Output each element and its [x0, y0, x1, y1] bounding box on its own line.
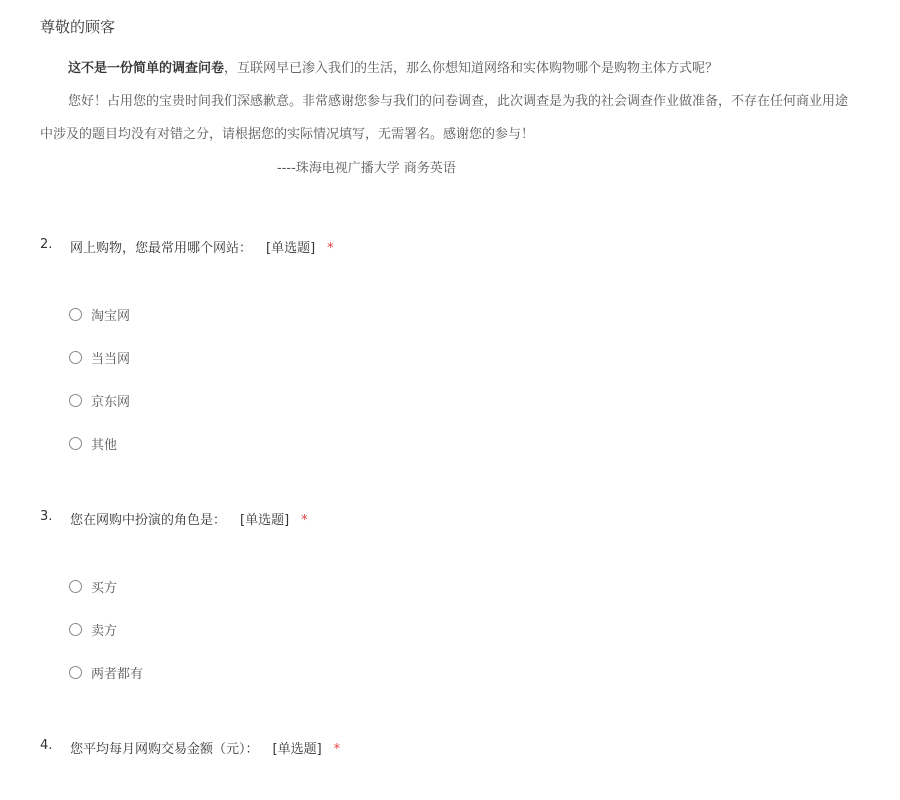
question-label: 网上购物，您最常用哪个网站：: [70, 241, 253, 256]
option-label: 京东网: [91, 394, 131, 410]
radio-button[interactable]: [69, 351, 82, 364]
option-both[interactable]: [69, 663, 143, 681]
question-label: 您在网购中扮演的角色是：: [70, 513, 227, 528]
question-number: 4.: [40, 738, 53, 753]
option-label: 淘宝网: [91, 308, 131, 324]
question-type: [单选题]: [272, 742, 322, 757]
question-label: 您平均每月网购交易金额（元）：: [70, 742, 259, 757]
option-other[interactable]: [69, 434, 117, 452]
option-seller[interactable]: [69, 620, 117, 638]
radio-button[interactable]: [69, 623, 82, 636]
option-label: 卖方: [91, 623, 118, 639]
option-dangdang[interactable]: [69, 348, 130, 366]
question-text: [70, 509, 308, 528]
intro-line-1-rest: ，互联网早已渗入我们的生活，那么你想知道网络和实体购物哪个是购物主体方式呢？: [224, 61, 719, 76]
question-number: 2.: [40, 237, 53, 252]
option-label: 两者都有: [91, 666, 144, 682]
option-buyer[interactable]: [69, 577, 117, 595]
radio-button[interactable]: [69, 394, 82, 407]
intro-line-1: [68, 57, 718, 76]
question-type: [单选题]: [266, 241, 316, 256]
radio-button[interactable]: [69, 580, 82, 593]
intro-line-2: 您好！占用您的宝贵时间我们深感歉意。非常感谢您参与我们的问卷调查，此次调查是为我的社会调查作业做准备，不存在任何商业用途: [68, 94, 849, 109]
required-mark: *: [333, 742, 341, 757]
required-mark: *: [301, 513, 308, 528]
required-mark: *: [327, 241, 334, 256]
intro-bold-text: 这不是一份简单的调查问卷: [68, 61, 225, 76]
option-label: 当当网: [91, 351, 131, 367]
question-type: [单选题]: [240, 513, 290, 528]
question-text: [70, 738, 340, 757]
radio-button[interactable]: [69, 308, 82, 321]
option-jingdong[interactable]: [69, 391, 130, 409]
greeting: 尊敬的顾客: [40, 18, 116, 36]
radio-button[interactable]: [69, 666, 82, 679]
option-label: 其他: [91, 437, 118, 453]
intro-line-3: 中涉及的题目均没有对错之分，请根据您的实际情况填写，无需署名。感谢您的参与！: [40, 127, 535, 142]
question-number: 3.: [40, 509, 53, 524]
option-label: 买方: [91, 580, 118, 596]
option-taobao[interactable]: [69, 305, 130, 323]
question-text: [70, 237, 334, 256]
radio-button[interactable]: [69, 437, 82, 450]
intro-signature: ----珠海电视广播大学 商务英语: [277, 161, 456, 176]
